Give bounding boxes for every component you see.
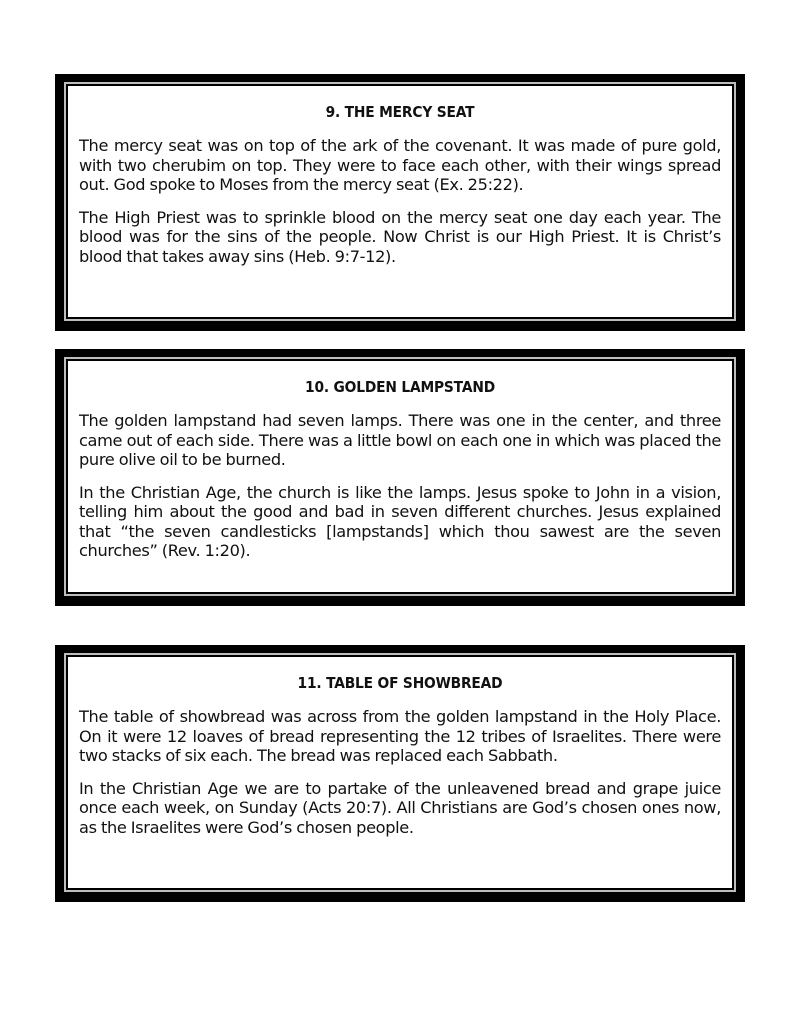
card-content bbox=[66, 655, 734, 890]
card-title: 10. GOLDEN LAMPSTAND bbox=[305, 378, 495, 396]
card-golden-lampstand bbox=[55, 349, 745, 606]
card-paragraph: In the Christian Age we are to partake of the unleavened bread and grape juice once each week, on Sunday (Acts 20:7). All Christians are God’s chosen ones now, as the Israelites were God’s chosen people. bbox=[79, 778, 721, 837]
card-paragraph: In the Christian Age, the church is like the lamps. Jesus spoke to John in a vision, telling him about the good and bad in seven different churches. Jesus explained that “the seven candlesticks [lampstands] which thou sawest are the seven churches” (Rev. 1:20). bbox=[79, 482, 721, 560]
card-title: 9. THE MERCY SEAT bbox=[325, 103, 475, 121]
card-paragraph: The mercy seat was on top of the ark of the covenant. It was made of pure gold, with two cherubim on top. They were to face each other, with their wings spread out. God spoke to Moses from the mercy seat (Ex. 25:22). bbox=[79, 136, 721, 194]
card-frame-gap bbox=[64, 357, 736, 596]
card-frame-gap bbox=[64, 82, 736, 321]
card-title: 11. TABLE OF SHOWBREAD bbox=[297, 674, 503, 692]
card-content bbox=[66, 359, 734, 594]
card-paragraph: The High Priest was to sprinkle blood on the mercy seat one day each year. The blood was for the sins of the people. Now Christ is our High Priest. It is Christ’s blood that takes away sins (Heb. 9:7-12). bbox=[79, 207, 721, 266]
card-paragraph: The table of showbread was across from the golden lampstand in the Holy Place. On it were 12 loaves of bread representing the 12 tribes of Israelites. There were two stacks of six each. The bread was replaced each Sabbath. bbox=[79, 707, 721, 765]
card-content bbox=[66, 84, 734, 319]
card-frame-gap bbox=[64, 653, 736, 892]
card-paragraph: The golden lampstand had seven lamps. There was one in the center, and three came out of each side. There was a little bowl on each one in which was placed the pure olive oil to be burned. bbox=[79, 411, 721, 469]
card-mercy-seat bbox=[55, 74, 745, 331]
card-table-of-showbread bbox=[55, 645, 745, 902]
